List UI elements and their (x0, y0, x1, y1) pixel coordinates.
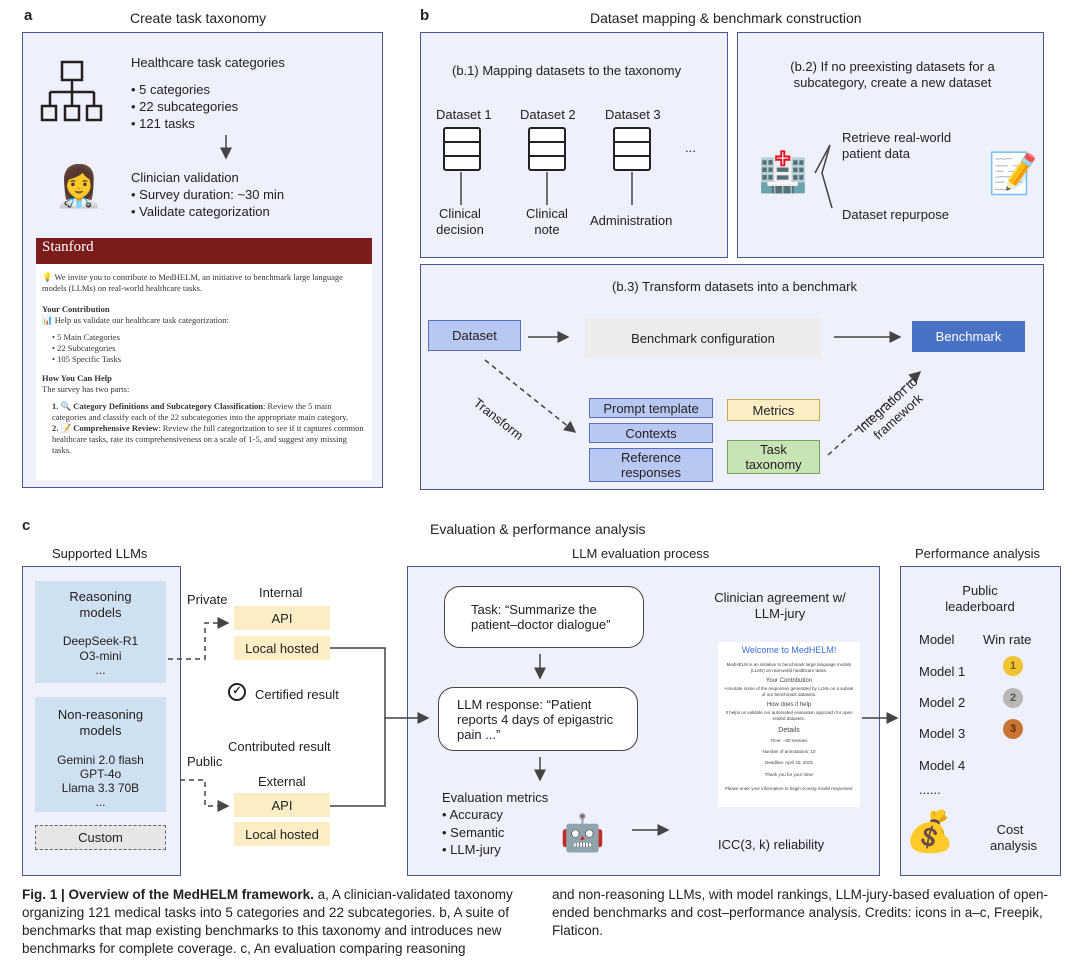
survey-step-title: 1. 🔍 Category Definitions and Subcategory Classification (52, 401, 264, 411)
silver-medal-icon: 2 (1003, 688, 1023, 708)
leaderboard-model: Model 2 (919, 695, 966, 710)
perf-analysis-title: Performance analysis (915, 546, 1040, 561)
survey-heading: How does it help (766, 702, 812, 708)
reference-responses-box: Reference responses (589, 448, 713, 482)
internal-local-box: Local hosted (234, 636, 330, 660)
b3-title: (b.3) Transform datasets into a benchmark (612, 279, 857, 294)
survey-step-text: : Review the 5 main categories and classify each of the 22 subcategories into the appropriate main category. (52, 401, 349, 422)
panel-a-label: a (24, 7, 33, 24)
medhelm-survey-screenshot (718, 642, 860, 807)
nonreasoning-title: Non-reasoning models (57, 707, 144, 738)
survey-detail: Thank you for your time! (764, 772, 814, 777)
validation-item: • Validate categorization (131, 204, 270, 219)
leaderboard-model: Model 1 (919, 664, 966, 679)
icc-label: ICC(3, k) reliability (718, 837, 825, 852)
hierarchy-icon (40, 60, 105, 126)
dataset-label: Dataset 2 (520, 107, 576, 122)
panel-c-label: c (22, 517, 31, 534)
survey-list-item: • 105 Specific Tasks (52, 354, 122, 364)
task-taxonomy-box: Task taxonomy (727, 440, 820, 474)
metrics-title: Evaluation metrics (442, 790, 549, 805)
contributed-label: Contributed result (228, 739, 331, 754)
survey-text: 📊 Help us validate our healthcare task categorization: (42, 315, 229, 325)
taxonomy-target: Clinical note (526, 206, 568, 237)
figure-caption-right: and non-reasoning LLMs, with model rankings, LLM-jury-based evaluation of open-ended benchmarks and cost–performance analysis. Credits: icons in a–c, Freepik, Flaticon. (552, 887, 1049, 938)
metric-item: • LLM-jury (442, 842, 501, 857)
survey-list-item: • 22 Subcategories (52, 343, 116, 353)
gold-medal-icon: 1 (1003, 656, 1023, 676)
leaderboard-more: ...... (919, 782, 941, 797)
integration-label: Integration to framework (854, 373, 926, 443)
supported-llms-title: Supported LLMs (52, 546, 148, 561)
leaderboard-model: Model 4 (919, 758, 966, 773)
panel-c-title: Evaluation & performance analysis (430, 521, 646, 537)
benchmark-box: Benchmark (912, 321, 1025, 352)
survey-list-item: • 5 Main Categories (52, 332, 120, 342)
leaderboard-model: Model 3 (919, 726, 966, 741)
repurpose-label: Dataset repurpose (842, 207, 949, 222)
dataset-more: ... (685, 140, 696, 155)
reasoning-title: Reasoning models (69, 589, 132, 620)
leaderboard-title: Public leaderboard (945, 583, 1015, 614)
dataset-box: Dataset (428, 320, 521, 351)
taxonomy-target: Clinical decision (436, 206, 484, 237)
b2-title: (b.2) If no preexisting datasets for a subcategory, create a new dataset (790, 59, 995, 90)
survey-footer: Please enter your information to begin scoring model responses: (724, 786, 854, 791)
panel-b-label: b (420, 7, 430, 24)
model-name: O3-mini (79, 649, 122, 663)
internal-api-box: API (234, 606, 330, 630)
stanford-header: Stanford (36, 238, 372, 264)
model-column-header: Model (919, 632, 955, 647)
category-item: • 5 categories (131, 82, 210, 97)
dataset-label: Dataset 3 (605, 107, 661, 122)
transform-label: Transform (470, 395, 527, 443)
panel-a-title: Create task taxonomy (130, 10, 267, 26)
survey-heading: Your Contribution (42, 304, 110, 314)
bronze-medal-icon: 3 (1003, 719, 1023, 739)
certified-label: Certified result (255, 687, 339, 702)
survey-heading: Your Contribution (765, 678, 813, 684)
caption-lead: Fig. 1 | Overview of the MedHELM framework. (22, 887, 314, 902)
category-item: • 22 subcategories (131, 99, 239, 114)
agreement-title: Clinician agreement w/ LLM-jury (714, 590, 846, 621)
b1-title: (b.1) Mapping datasets to the taxonomy (452, 63, 682, 78)
survey-text: The survey has two parts: (42, 384, 130, 394)
survey-step-title: 2. 📝 Comprehensive Review (52, 423, 159, 433)
survey-detail: Number of annotations: 10 (762, 749, 816, 754)
database-icon (613, 127, 651, 171)
survey-heading: Details (778, 727, 800, 734)
database-icon (528, 127, 566, 171)
taxonomy-target: Administration (590, 213, 673, 228)
category-item: • 121 tasks (131, 116, 195, 131)
model-name: ... (95, 663, 106, 677)
validation-item: • Survey duration: ~30 min (131, 187, 285, 202)
validation-title: Clinician validation (131, 170, 239, 185)
cost-analysis-label: Cost analysis (990, 822, 1037, 853)
survey-step-text: : Review the full categorization to see if it captures common healthcare tasks, rate its comprehensiveness on a scale of 1-5, and suggest any missing tasks. (52, 423, 364, 455)
task-speech-bubble: Task: “Summarize the patient–doctor dialogue” (444, 586, 644, 648)
figure-caption-left (22, 886, 527, 958)
cost-chart-icon: 💰 (905, 810, 955, 854)
survey-detail: Deadline: April 15, 2025 (765, 760, 813, 765)
database-icon (443, 127, 481, 171)
metrics-box: Metrics (727, 399, 820, 421)
robot-clipboard-icon: 🤖 (560, 812, 605, 853)
category-title: Healthcare task categories (131, 55, 285, 70)
survey-screenshot (36, 238, 372, 480)
external-label: External (258, 774, 306, 789)
survey-text: MedHELM is an initiative to benchmark large language models (LLMs) on real-world healthcare tasks. (726, 662, 852, 673)
response-speech-bubble: LLM response: “Patient reports 4 days of epigastric pain ...” (438, 687, 638, 751)
retrieve-data-label: Retrieve real-world patient data (842, 130, 952, 161)
external-local-box: Local hosted (234, 822, 330, 846)
hospital-icon: 🏥 (758, 150, 808, 194)
model-name: ... (95, 795, 106, 809)
survey-detail: Time: ~30 minutes (770, 738, 808, 743)
custom-model-box: Custom (35, 825, 166, 850)
survey-heading: How You Can Help (42, 373, 112, 383)
eval-process-title: LLM evaluation process (572, 546, 710, 561)
clinician-icon: 👩‍⚕️ (54, 165, 104, 209)
model-name: GPT-4o (79, 767, 122, 781)
model-name: Gemini 2.0 flash (57, 753, 144, 767)
prompt-template-box: Prompt template (589, 398, 713, 418)
panel-b-title: Dataset mapping & benchmark construction (590, 10, 862, 26)
public-label: Public (187, 754, 223, 769)
survey-text: It helps us validate our automated evaluation approach for open ended datasets. (725, 710, 853, 721)
model-name: DeepSeek-R1 (62, 634, 139, 648)
benchmark-config-box: Benchmark configuration (585, 318, 821, 358)
external-api-box: API (234, 793, 330, 817)
dataset-label: Dataset 1 (436, 107, 492, 122)
winrate-column-header: Win rate (983, 632, 1032, 647)
survey-text: Annotate some of the responses generated by LLMs on a subset of our benchmark datasets. (724, 686, 854, 697)
metric-item: • Semantic (442, 825, 505, 840)
survey-title: Welcome to MedHELM! (741, 645, 837, 655)
model-name: Llama 3.3 70B (61, 781, 140, 795)
metric-item: • Accuracy (442, 807, 503, 822)
private-label: Private (187, 592, 228, 607)
contexts-box: Contexts (589, 423, 713, 443)
caption-text: a, A clinician-validated taxonomy organizing 121 medical tasks into 5 categories and 22 subcategories. b, A suite of benchmarks that map existing benchmarks to this taxonomy and introduces new benchmarks for complete coverage. c, An evaluation comparing reasoning (22, 887, 513, 956)
survey-intro: 💡 We invite you to contribute to MedHELM, an initiative to benchmark large language models (LLMs) on real-world healthcare tasks. (42, 272, 343, 293)
certified-badge-icon: ✓ (228, 683, 246, 701)
internal-label: Internal (259, 585, 303, 600)
document-pen-icon: 📝 (988, 152, 1038, 196)
